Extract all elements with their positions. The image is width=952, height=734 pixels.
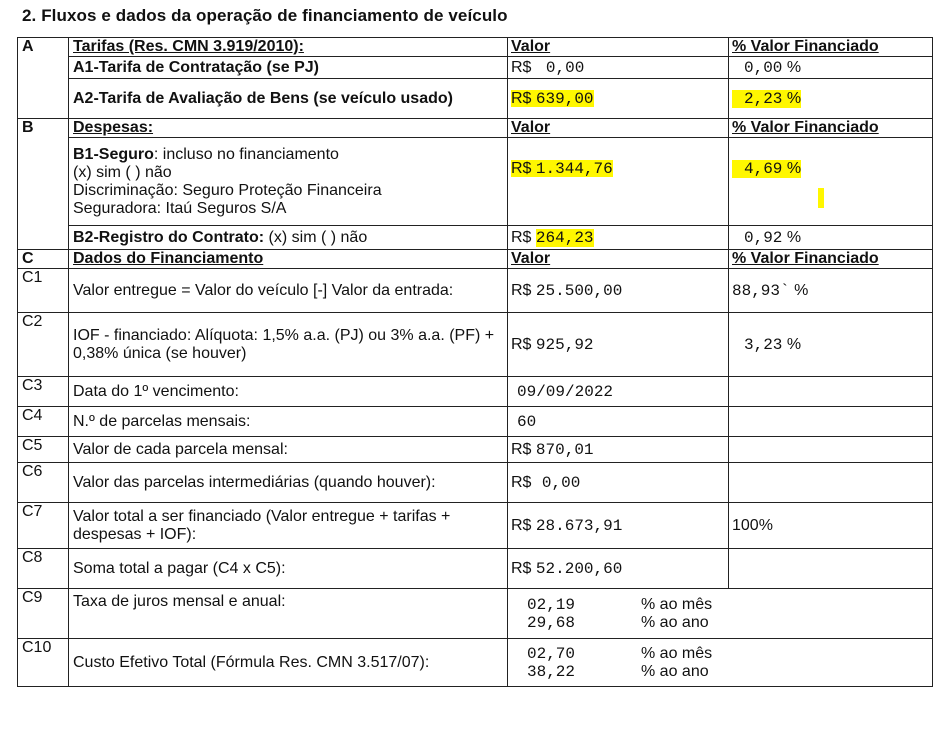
c9-rates-cell: [508, 589, 933, 639]
section-c-code: C: [18, 250, 69, 269]
c5-label: Valor de cada parcela mensal:: [69, 437, 508, 463]
row-c6: [18, 463, 933, 503]
c1-value-cell: [508, 269, 729, 313]
c10-label: Custo Efetivo Total (Fórmula Res. CMN 3.517/07):: [69, 639, 508, 687]
row-b1: [18, 138, 933, 226]
c4-label: N.º de parcelas mensais:: [69, 407, 508, 437]
c2-currency: R$: [511, 335, 532, 353]
c2-pct: 3,23: [744, 335, 783, 354]
a1-label: A1-Tarifa de Contratação (se PJ): [69, 57, 508, 79]
section-a-header-label: Tarifas (Res. CMN 3.919/2010):: [69, 38, 508, 57]
c6-pct-cell: [729, 463, 933, 503]
c1-label: Valor entregue = Valor do veículo [-] Valor da entrada:: [69, 269, 508, 313]
c6-currency: R$: [511, 473, 532, 491]
c6-label: Valor das parcelas intermediárias (quando houver):: [69, 463, 508, 503]
c7-code: C7: [18, 503, 69, 549]
a2-highlight: [511, 90, 594, 107]
c10-monthly: 02,70: [527, 644, 576, 663]
section-c-header-row: [18, 250, 933, 269]
section-b-valor-header: Valor: [508, 119, 729, 138]
a2-pct-unit: %: [786, 89, 802, 107]
c9-monthly-unit: % ao mês: [641, 595, 713, 613]
row-c10: [18, 639, 933, 687]
c10-monthly-unit: % ao mês: [641, 644, 713, 662]
a2-value-cell: [508, 79, 729, 119]
c5-code: C5: [18, 437, 69, 463]
b2-pct-cell: [729, 226, 933, 250]
b1-discriminacao: Discriminação: Seguro Proteção Financeira: [73, 181, 382, 199]
c6-value: 0,00: [541, 473, 581, 492]
financing-table: [17, 37, 933, 687]
c5-value: 870,01: [535, 440, 594, 459]
c4-value: 60: [517, 412, 537, 431]
c9-annual-unit: % ao ano: [641, 613, 709, 631]
c8-label: Soma total a pagar (C4 x C5):: [69, 549, 508, 589]
a2-value: 639,00: [535, 89, 594, 108]
a2-label: A2-Tarifa de Avaliação de Bens (se veículo usado): [69, 79, 508, 119]
b1-pct: 4,69: [744, 160, 783, 178]
section-b-code: B: [18, 119, 69, 250]
a2-currency: R$: [511, 89, 532, 107]
section-b-header-label: Despesas:: [69, 119, 508, 138]
section-a-valor-header: Valor: [508, 38, 729, 57]
section-b-pct-header: % Valor Financiado: [729, 119, 933, 138]
c9-label: Taxa de juros mensal e anual:: [69, 589, 508, 639]
b2-value-cell: [508, 226, 729, 250]
document-title: 2. Fluxos e dados da operação de financiamento de veículo: [22, 6, 508, 25]
c3-value: 09/09/2022: [517, 382, 614, 401]
row-a1: [18, 57, 933, 79]
c2-value-cell: [508, 313, 729, 377]
b1-currency: R$: [511, 160, 532, 177]
b1-label-bold: B1-Seguro: [73, 145, 154, 163]
row-c5: [18, 437, 933, 463]
b1-seguradora: Seguradora: Itaú Seguros S/A: [73, 199, 287, 217]
c2-pct-cell: [729, 313, 933, 377]
c1-code: C1: [18, 269, 69, 313]
a2-highlight-pct: [732, 90, 801, 108]
b1-highlight: [511, 160, 613, 177]
c7-value: 28.673,91: [535, 516, 623, 535]
b2-description: [69, 226, 508, 250]
highlighter-mark: [818, 188, 824, 208]
c3-label: Data do 1º vencimento:: [69, 377, 508, 407]
c10-annual-line: [511, 663, 929, 681]
c10-annual: 38,22: [527, 662, 576, 681]
c1-value: 25.500,00: [535, 281, 623, 300]
row-c9: [18, 589, 933, 639]
row-c1: [18, 269, 933, 313]
row-c4: [18, 407, 933, 437]
a1-pct-cell: [729, 57, 933, 79]
c7-pct: 100%: [732, 516, 773, 534]
c3-pct-cell: [729, 377, 933, 407]
section-c-pct-header: % Valor Financiado: [729, 250, 933, 269]
c4-code: C4: [18, 407, 69, 437]
c2-label: IOF - financiado: Alíquota: 1,5% a.a. (PJ) ou 3% a.a. (PF) + 0,38% única (se houver): [69, 313, 508, 377]
c3-code: C3: [18, 377, 69, 407]
b2-currency: R$: [511, 228, 532, 246]
b1-highlight-pct: [732, 160, 801, 178]
b2-label-rest: (x) sim ( ) não: [264, 228, 368, 246]
c5-currency: R$: [511, 440, 532, 458]
c5-value-cell: [508, 437, 729, 463]
a1-currency: R$: [511, 58, 532, 76]
section-b-header-row: [18, 119, 933, 138]
section-a-pct-header: % Valor Financiado: [729, 38, 933, 57]
a1-pct: 0,00: [744, 58, 783, 77]
c7-currency: R$: [511, 516, 532, 534]
c1-pct-unit: %: [794, 281, 809, 299]
c5-pct-cell: [729, 437, 933, 463]
c10-code: C10: [18, 639, 69, 687]
a2-pct-cell: [729, 79, 933, 119]
row-a2: [18, 79, 933, 119]
a1-value-cell: [508, 57, 729, 79]
c7-label: Valor total a ser financiado (Valor entregue + tarifas + despesas + IOF):: [69, 503, 508, 549]
section-c-header-label: Dados do Financiamento: [69, 250, 508, 269]
a1-value: 0,00: [545, 58, 585, 77]
b2-label-bold: B2-Registro do Contrato:: [73, 228, 265, 246]
row-c8: [18, 549, 933, 589]
c7-value-cell: [508, 503, 729, 549]
section-a-code: A: [18, 38, 69, 119]
c8-code: C8: [18, 549, 69, 589]
c8-value-cell: [508, 549, 729, 589]
a1-pct-unit: %: [786, 58, 802, 76]
c7-pct-cell: [729, 503, 933, 549]
c9-code: C9: [18, 589, 69, 639]
c6-code: C6: [18, 463, 69, 503]
c10-rates-cell: [508, 639, 933, 687]
c1-currency: R$: [511, 281, 532, 299]
c9-annual: 29,68: [527, 613, 576, 632]
c8-pct-cell: [729, 549, 933, 589]
b1-value-cell: [508, 138, 729, 226]
b1-description: [69, 138, 508, 226]
c2-pct-unit: %: [786, 335, 802, 353]
b2-value: 264,23: [535, 228, 594, 247]
b2-pct: 0,92: [744, 228, 783, 247]
c8-value: 52.200,60: [535, 559, 623, 578]
row-c7: [18, 503, 933, 549]
b1-pct-unit: %: [786, 160, 802, 177]
c9-monthly-line: [511, 596, 929, 614]
c1-pct-cell: [729, 269, 933, 313]
b1-pct-cell: [729, 138, 933, 226]
c3-value-cell: [508, 377, 729, 407]
b1-label-rest: : incluso no financiamento: [153, 145, 339, 163]
c8-currency: R$: [511, 559, 532, 577]
c10-annual-unit: % ao ano: [641, 662, 709, 680]
row-b2: [18, 226, 933, 250]
c9-monthly: 02,19: [527, 595, 576, 614]
c6-value-cell: [508, 463, 729, 503]
b1-value: 1.344,76: [535, 160, 613, 178]
c4-pct-cell: [729, 407, 933, 437]
row-c2: [18, 313, 933, 377]
b2-pct-unit: %: [786, 228, 802, 246]
c4-value-cell: [508, 407, 729, 437]
c9-annual-line: [511, 614, 929, 632]
a2-pct: 2,23: [744, 89, 783, 108]
b1-options: (x) sim ( ) não: [73, 163, 172, 181]
section-a-header-row: [18, 38, 933, 57]
row-c3: [18, 377, 933, 407]
c10-monthly-line: [511, 645, 929, 663]
c2-code: C2: [18, 313, 69, 377]
c1-pct: 88,93`: [732, 281, 790, 300]
section-c-valor-header: Valor: [508, 250, 729, 269]
c2-value: 925,92: [535, 335, 594, 354]
